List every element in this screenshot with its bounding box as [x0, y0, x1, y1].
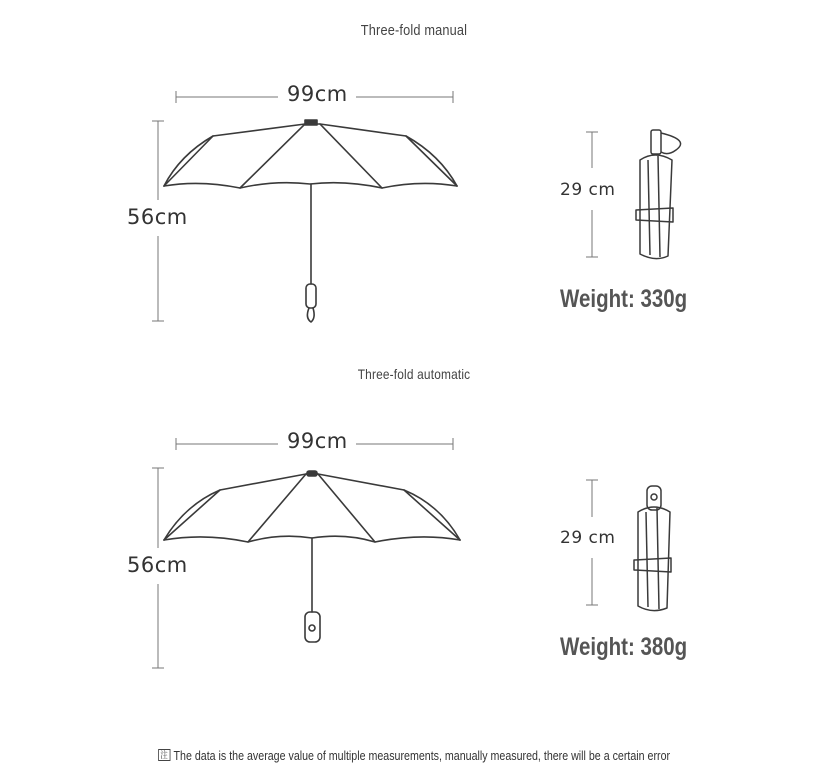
height-label-manual: 56cm [127, 205, 188, 229]
folded-umbrella-automatic [634, 486, 671, 611]
height-label-automatic: 56cm [127, 553, 188, 577]
open-umbrella-manual [164, 120, 457, 322]
section-title-automatic: Three-fold automatic [357, 366, 471, 382]
folded-umbrella-manual [636, 130, 681, 259]
section-title-manual: Three-fold manual [360, 22, 468, 39]
footnote-text: The data is the average value of multiple measurements, manually measured, there will be a certain error [173, 748, 671, 763]
footnote-mark: 注 [158, 749, 170, 761]
weight-label-automatic: Weight: 380g [560, 633, 688, 661]
footnote [75, 748, 754, 763]
folded-length-label-manual: 29 cm [560, 180, 616, 200]
folded-length-label-automatic: 29 cm [560, 528, 616, 548]
width-label-automatic: 99cm [287, 429, 348, 453]
width-label-manual: 99cm [287, 82, 348, 106]
open-umbrella-automatic [164, 471, 460, 642]
weight-label-manual: Weight: 330g [560, 285, 688, 313]
